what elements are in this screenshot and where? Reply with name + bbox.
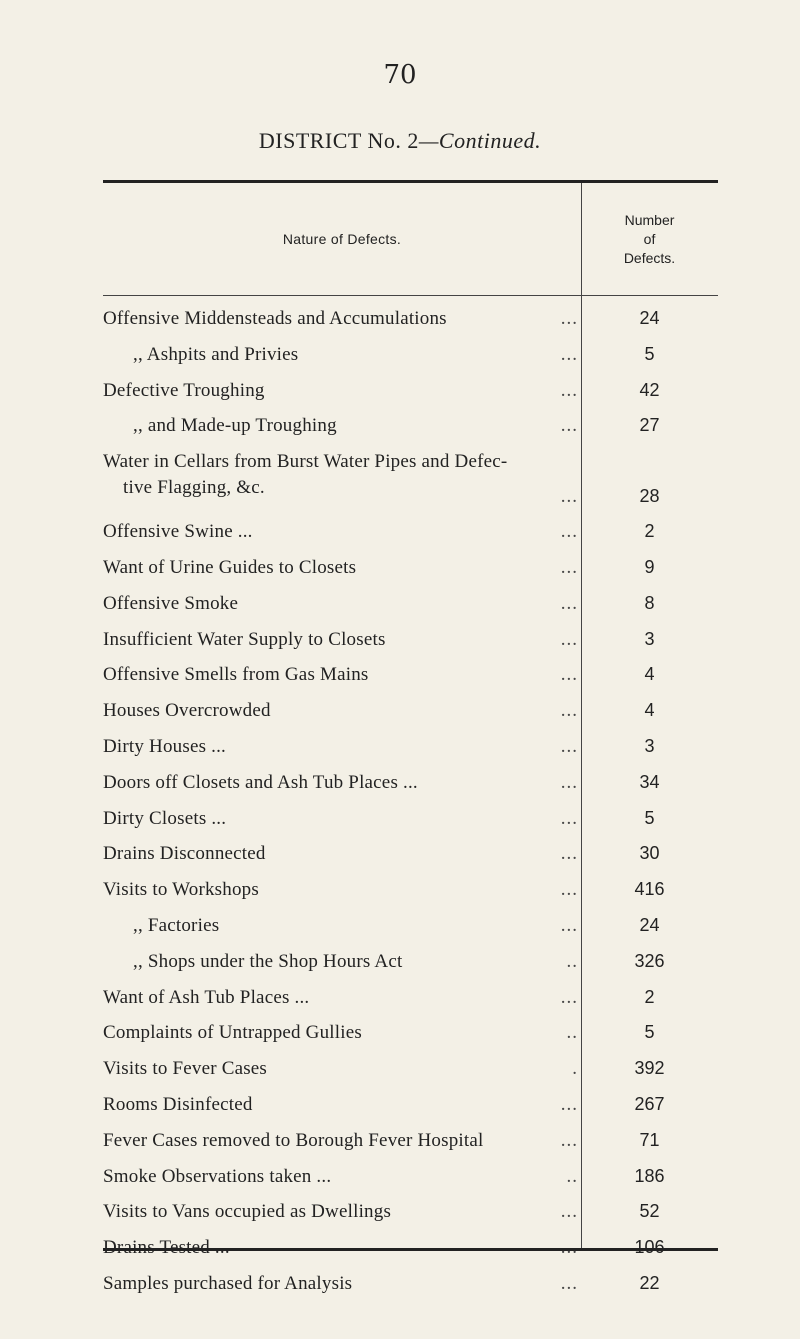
table-row — [103, 772, 718, 808]
row-value: 5 — [644, 343, 655, 364]
table-row — [103, 521, 718, 557]
leader-dots: ... — [560, 379, 578, 401]
table-row — [103, 700, 718, 736]
row-value: 8 — [644, 592, 655, 613]
leader-dots: ... — [560, 308, 578, 329]
table-row — [103, 308, 718, 344]
table-row — [103, 415, 718, 451]
table-row — [103, 1201, 718, 1237]
row-label: ,, Shops under the Shop Hours Act — [133, 950, 403, 972]
row-value: 106 — [634, 1237, 665, 1258]
row-value: 186 — [634, 1165, 665, 1186]
table-row — [103, 664, 718, 700]
row-value: 3 — [644, 735, 655, 756]
table-row — [103, 451, 718, 521]
leader-dots: ... — [560, 879, 578, 901]
header-number-line1: Number — [624, 211, 675, 228]
leader-dots: ... — [560, 664, 578, 686]
leader-dots: .. — [566, 1165, 578, 1187]
row-value: 4 — [644, 700, 655, 721]
leader-dots: ... — [560, 986, 578, 1008]
table-row — [103, 1273, 718, 1309]
table-row — [103, 915, 718, 951]
row-value: 42 — [639, 379, 660, 400]
row-label: Defective Troughing — [103, 379, 265, 401]
row-label: Rooms Disinfected — [103, 1093, 253, 1115]
header-nature-of-defects: Nature of Defects. — [282, 231, 402, 247]
leader-dots: ... — [560, 343, 578, 365]
leader-dots: .. — [566, 950, 578, 972]
header-number-line3: Defects. — [623, 249, 676, 266]
row-value: 34 — [639, 771, 660, 792]
defects-table — [103, 180, 718, 1294]
row-label: Visits to Fever Cases — [103, 1058, 268, 1080]
row-value: 326 — [634, 950, 665, 971]
leader-dots: ... — [560, 592, 578, 614]
leader-dots: ... — [560, 771, 578, 793]
table-row — [103, 593, 718, 629]
table-row — [103, 951, 718, 987]
table-row — [103, 987, 718, 1023]
row-value: 9 — [644, 556, 655, 577]
row-value: 416 — [634, 879, 665, 900]
table-row — [103, 1237, 718, 1273]
row-label: Dirty Closets ... — [103, 807, 227, 829]
row-value: 52 — [639, 1201, 660, 1222]
row-value: 2 — [644, 986, 655, 1007]
leader-dots: ... — [560, 843, 578, 865]
row-label-line1: Water in Cellars from Burst Water Pipes and Defec- — [103, 451, 508, 473]
row-value: 30 — [639, 843, 660, 864]
leader-dots: ... — [560, 628, 578, 650]
table-row — [103, 1058, 718, 1094]
row-label: Fever Cases removed to Borough Fever Hospital — [103, 1129, 484, 1151]
title-main: DISTRICT No. 2 — [258, 128, 419, 153]
leader-dots: ... — [560, 1237, 578, 1259]
table-header — [103, 183, 718, 296]
table-row — [103, 879, 718, 915]
row-value: 5 — [644, 1022, 655, 1043]
row-label: ,, Factories — [133, 914, 220, 936]
row-label: Doors off Closets and Ash Tub Places ... — [103, 771, 418, 793]
row-label-line2: tive Flagging, &c. — [123, 477, 265, 499]
page-number: 70 — [383, 60, 417, 90]
row-value: 5 — [644, 807, 655, 828]
leader-dots: ... — [560, 1129, 578, 1151]
page-title — [0, 128, 800, 154]
header-number-line2: of — [643, 230, 656, 247]
leader-dots: ... — [560, 914, 578, 936]
row-label: Want of Urine Guides to Closets — [103, 556, 357, 578]
leader-dots: ... — [560, 735, 578, 757]
row-label: Drains Disconnected — [103, 843, 266, 865]
table-row — [103, 1094, 718, 1130]
leader-dots: ... — [560, 415, 578, 437]
row-value: 28 — [639, 486, 660, 507]
row-label: Offensive Middensteads and Accumulations — [103, 308, 447, 329]
row-value: 267 — [634, 1093, 665, 1114]
row-label: Houses Overcrowded — [103, 700, 271, 722]
row-value: 22 — [639, 1272, 660, 1293]
row-label: Visits to Workshops — [103, 879, 259, 901]
row-label: Dirty Houses ... — [103, 735, 226, 757]
row-label: Drains Tested ... — [103, 1237, 230, 1259]
leader-dots: ... — [560, 807, 578, 829]
table-row — [103, 1130, 718, 1166]
leader-dots: ... — [560, 1201, 578, 1223]
row-label: Samples purchased for Analysis — [103, 1272, 353, 1294]
table-row — [103, 629, 718, 665]
leader-dots: ... — [560, 1272, 578, 1294]
row-value: 71 — [639, 1129, 660, 1150]
leader-dots: ... — [560, 700, 578, 722]
row-label: Insufficient Water Supply to Closets — [103, 628, 386, 650]
table-row — [103, 1166, 718, 1202]
leader-dots: ... — [560, 521, 578, 543]
table-row — [103, 808, 718, 844]
row-label: Offensive Smoke — [103, 592, 239, 614]
leader-dots: ... — [560, 486, 578, 508]
table-row — [103, 557, 718, 593]
title-suffix: —Continued. — [418, 128, 542, 153]
leader-dots: .. — [566, 1022, 578, 1044]
row-value: 24 — [639, 914, 660, 935]
table-row — [103, 1022, 718, 1058]
leader-dots: ... — [560, 556, 578, 578]
row-label: Complaints of Untrapped Gullies — [103, 1022, 362, 1044]
table-body — [103, 308, 718, 1309]
row-label: Offensive Smells from Gas Mains — [103, 664, 369, 686]
row-value: 27 — [639, 415, 660, 436]
table-row — [103, 380, 718, 416]
row-value: 24 — [639, 308, 660, 328]
leader-dots: ... — [560, 1093, 578, 1115]
leader-dots: . — [572, 1058, 578, 1080]
row-label: Offensive Swine ... — [103, 521, 253, 543]
row-label: ,, and Made-up Troughing — [133, 415, 337, 437]
table-row — [103, 736, 718, 772]
row-label: Visits to Vans occupied as Dwellings — [103, 1201, 392, 1223]
row-label: Want of Ash Tub Places ... — [103, 986, 310, 1008]
header-number-of-defects — [581, 183, 718, 295]
row-label: Smoke Observations taken ... — [103, 1165, 332, 1187]
table-row — [103, 843, 718, 879]
row-label: ,, Ashpits and Privies — [133, 343, 299, 365]
row-value: 392 — [634, 1058, 665, 1079]
table-row — [103, 344, 718, 380]
row-value: 3 — [644, 628, 655, 649]
row-value: 4 — [644, 664, 655, 685]
row-value: 2 — [644, 521, 655, 542]
